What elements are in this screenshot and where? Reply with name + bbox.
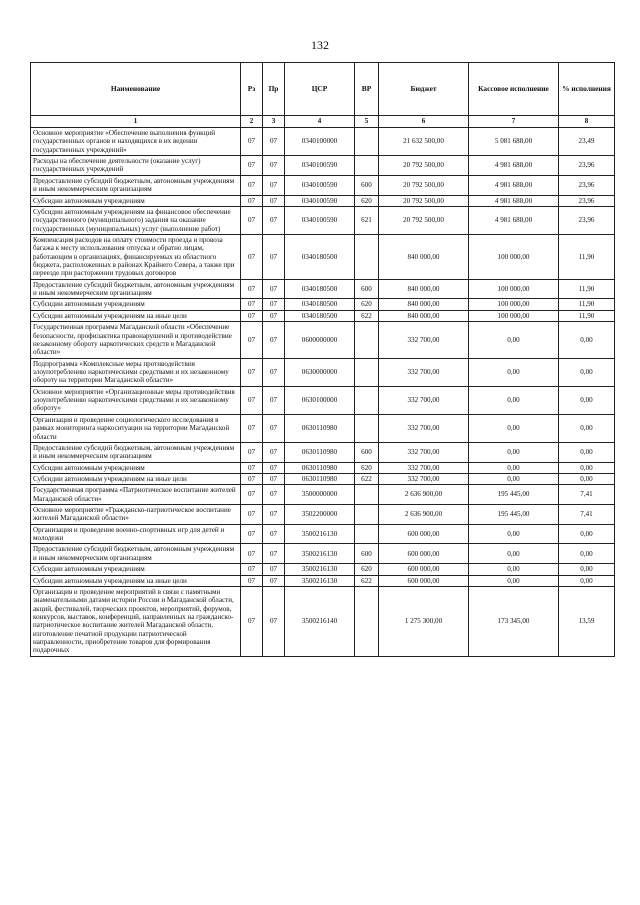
row-rz: 07 [241,544,263,564]
row-cash: 100 000,00 [469,279,559,299]
col-number: 4 [285,116,355,128]
row-name: Субсидии автономным учреждениям [31,564,241,575]
row-pr: 07 [263,564,285,575]
row-budget: 600 000,00 [379,524,469,544]
row-name: Субсидии автономным учреждениям на иные цели [31,473,241,484]
table-row [31,473,615,484]
row-cash: 195 445,00 [469,505,559,525]
row-name: Субсидии автономным учреждениям [31,462,241,473]
row-cash: 0,00 [469,462,559,473]
row-name: Субсидии автономным учреждениям [31,299,241,310]
col-header-rz: Рз [241,63,263,116]
row-cash: 0,00 [469,358,559,386]
row-csr: 0600000000 [285,322,355,358]
col-header-csr: ЦСР [285,63,355,116]
row-csr: 0340100590 [285,156,355,176]
row-rz: 07 [241,473,263,484]
row-cash: 173 345,00 [469,586,559,656]
col-number: 6 [379,116,469,128]
row-pr: 07 [263,206,285,234]
row-rz: 07 [241,505,263,525]
row-csr: 0630000000 [285,358,355,386]
budget-table [30,62,615,657]
table-row [31,310,615,321]
row-pct: 0,00 [559,473,615,484]
row-name: Предоставление субсидий бюджетным, автономным учреждениям и иным некоммерческим организациям [31,175,241,195]
row-pr: 07 [263,128,285,156]
row-vr: 600 [355,279,379,299]
row-pct: 23,49 [559,128,615,156]
table-row [31,206,615,234]
table-row [31,485,615,505]
row-budget: 332 700,00 [379,462,469,473]
row-budget: 332 700,00 [379,414,469,442]
row-rz: 07 [241,234,263,279]
row-name: Организация и проведение военно-спортивных игр для детей и молодежи [31,524,241,544]
row-pct: 11,90 [559,299,615,310]
row-vr: 620 [355,195,379,206]
row-budget: 332 700,00 [379,386,469,414]
table-row [31,544,615,564]
row-csr: 0630110980 [285,442,355,462]
row-name: Основное мероприятие «Гражданско-патриотическое воспитание жителей Магаданской области» [31,505,241,525]
row-cash: 195 445,00 [469,485,559,505]
row-vr: 620 [355,564,379,575]
row-pct: 23,96 [559,206,615,234]
row-budget: 2 636 900,00 [379,485,469,505]
row-pr: 07 [263,414,285,442]
table-row [31,322,615,358]
table-row [31,524,615,544]
row-pr: 07 [263,175,285,195]
row-rz: 07 [241,462,263,473]
row-csr: 3500216130 [285,575,355,586]
row-pr: 07 [263,575,285,586]
row-pr: 07 [263,505,285,525]
row-vr [355,386,379,414]
row-name: Государственная программа «Патриотическое воспитание жителей Магаданской области» [31,485,241,505]
row-pr: 07 [263,462,285,473]
row-rz: 07 [241,586,263,656]
row-budget: 600 000,00 [379,544,469,564]
row-budget: 20 792 500,00 [379,175,469,195]
row-cash: 0,00 [469,564,559,575]
row-vr [355,156,379,176]
table-row [31,414,615,442]
row-cash: 0,00 [469,544,559,564]
row-vr [355,414,379,442]
row-pct: 7,41 [559,505,615,525]
row-csr: 0340180500 [285,299,355,310]
row-rz: 07 [241,564,263,575]
row-cash: 100 000,00 [469,310,559,321]
row-csr: 3500000000 [285,485,355,505]
col-header-cash: Кассовое исполнение [469,63,559,116]
row-csr: 3500216130 [285,564,355,575]
row-csr: 0340180500 [285,234,355,279]
row-cash: 100 000,00 [469,299,559,310]
row-vr [355,524,379,544]
row-csr: 3502200000 [285,505,355,525]
row-pct: 0,00 [559,322,615,358]
column-number-row [31,116,615,128]
col-number: 7 [469,116,559,128]
col-header-pct: % исполнения [559,63,615,116]
row-name: Субсидии автономным учреждениям на иные цели [31,310,241,321]
row-pct: 0,00 [559,414,615,442]
row-rz: 07 [241,195,263,206]
row-pr: 07 [263,586,285,656]
row-vr: 622 [355,310,379,321]
row-rz: 07 [241,524,263,544]
row-pct: 11,90 [559,279,615,299]
row-csr: 0630110980 [285,462,355,473]
row-budget: 840 000,00 [379,310,469,321]
row-pct: 23,96 [559,175,615,195]
row-vr: 620 [355,462,379,473]
row-rz: 07 [241,386,263,414]
row-cash: 0,00 [469,414,559,442]
row-pr: 07 [263,544,285,564]
row-rz: 07 [241,485,263,505]
row-csr: 0340100000 [285,128,355,156]
row-rz: 07 [241,442,263,462]
row-csr: 0340100590 [285,175,355,195]
row-cash: 4 981 688,00 [469,206,559,234]
row-name: Организация и проведение мероприятий в связи с памятными знаменательными датами истории России и Магаданской области, акций, фестивалей, творческих проектов, мероприятий, форумов, конкурсов, выставок, конференций, направленных на гражданско-патриотическое воспитание жителей Магаданской области, изготовление печатной продукции патриотической направленности, приобретение товаров для формирования подарочных [31,586,241,656]
row-budget: 1 275 300,00 [379,586,469,656]
table-row [31,575,615,586]
row-pct: 13,59 [559,586,615,656]
table-row [31,358,615,386]
row-vr [355,358,379,386]
row-csr: 0340100590 [285,206,355,234]
row-csr: 0340180500 [285,310,355,321]
row-budget: 332 700,00 [379,473,469,484]
row-rz: 07 [241,358,263,386]
row-vr [355,485,379,505]
row-name: Организация и проведение социологического исследования в рамках мониторинга наркоситуации на территории Магаданской области [31,414,241,442]
table-row [31,234,615,279]
row-pct: 7,41 [559,485,615,505]
row-vr: 600 [355,544,379,564]
row-pct: 23,96 [559,156,615,176]
row-budget: 20 792 500,00 [379,206,469,234]
row-csr: 3500216130 [285,524,355,544]
row-budget: 840 000,00 [379,234,469,279]
row-name: Предоставление субсидий бюджетным, автономным учреждениям и иным некоммерческим организациям [31,279,241,299]
row-csr: 0630110980 [285,414,355,442]
row-vr [355,586,379,656]
row-rz: 07 [241,414,263,442]
row-cash: 4 981 688,00 [469,156,559,176]
row-pr: 07 [263,442,285,462]
col-header-vr: ВР [355,63,379,116]
row-cash: 100 000,00 [469,234,559,279]
row-name: Субсидии автономным учреждениям на финансовое обеспечение государственного (муниципального) задания на оказание государственных (муниципальных) услуг (выполнение работ) [31,206,241,234]
row-cash: 0,00 [469,386,559,414]
row-csr: 3500216140 [285,586,355,656]
row-pct: 0,00 [559,358,615,386]
row-vr [355,505,379,525]
table-row [31,279,615,299]
table-row [31,386,615,414]
row-cash: 0,00 [469,473,559,484]
row-name: Субсидии автономным учреждениям на иные цели [31,575,241,586]
table-body [31,128,615,657]
table-row [31,156,615,176]
row-rz: 07 [241,156,263,176]
table-row [31,195,615,206]
row-pct: 11,90 [559,310,615,321]
row-rz: 07 [241,175,263,195]
table-row [31,586,615,656]
row-vr: 600 [355,175,379,195]
row-csr: 0630100000 [285,386,355,414]
col-number: 8 [559,116,615,128]
row-budget: 21 632 500,00 [379,128,469,156]
row-pr: 07 [263,322,285,358]
row-vr: 620 [355,299,379,310]
row-cash: 0,00 [469,442,559,462]
col-number: 2 [241,116,263,128]
row-cash: 5 081 688,00 [469,128,559,156]
col-header-budget: Бюджет [379,63,469,116]
row-vr: 622 [355,473,379,484]
row-budget: 20 792 500,00 [379,195,469,206]
row-cash: 4 981 688,00 [469,175,559,195]
row-rz: 07 [241,128,263,156]
column-header-row [31,63,615,116]
row-rz: 07 [241,206,263,234]
row-pct: 0,00 [559,462,615,473]
row-csr: 0340100590 [285,195,355,206]
row-name: Государственная программа Магаданской области «Обеспечение безопасности, профилактика правонарушений и противодействие незаконному обороту наркотических средств в Магаданской области» [31,322,241,358]
row-rz: 07 [241,575,263,586]
col-number: 1 [31,116,241,128]
row-vr: 622 [355,575,379,586]
row-name: Расходы на обеспечение деятельности (оказание услуг) государственных учреждений [31,156,241,176]
row-vr [355,234,379,279]
table-row [31,442,615,462]
row-pct: 0,00 [559,386,615,414]
table-row [31,299,615,310]
row-name: Предоставление субсидий бюджетным, автономным учреждениям и иным некоммерческим организациям [31,442,241,462]
table-row [31,564,615,575]
page-number: 132 [311,38,329,52]
row-csr: 0340180500 [285,279,355,299]
row-pct: 0,00 [559,524,615,544]
row-vr [355,128,379,156]
row-budget: 332 700,00 [379,322,469,358]
table-row [31,128,615,156]
col-number: 5 [355,116,379,128]
row-pct: 0,00 [559,544,615,564]
row-pr: 07 [263,234,285,279]
row-cash: 4 981 688,00 [469,195,559,206]
row-pct: 11,90 [559,234,615,279]
row-pct: 23,96 [559,195,615,206]
row-vr: 600 [355,442,379,462]
row-cash: 0,00 [469,575,559,586]
row-rz: 07 [241,322,263,358]
col-header-pr: Пр [263,63,285,116]
row-pr: 07 [263,524,285,544]
col-header-name: Наименование [31,63,241,116]
table-row [31,462,615,473]
row-pr: 07 [263,386,285,414]
row-pr: 07 [263,473,285,484]
row-csr: 3500216130 [285,544,355,564]
row-vr [355,322,379,358]
row-rz: 07 [241,299,263,310]
row-budget: 840 000,00 [379,279,469,299]
row-cash: 0,00 [469,322,559,358]
row-pct: 0,00 [559,575,615,586]
row-pr: 07 [263,156,285,176]
row-name: Основное мероприятие «Обеспечение выполнения функций государственных органов и находящихся в их ведении государственных учреждений» [31,128,241,156]
row-pct: 0,00 [559,442,615,462]
row-budget: 840 000,00 [379,299,469,310]
row-cash: 0,00 [469,524,559,544]
row-budget: 332 700,00 [379,442,469,462]
row-name: Компенсация расходов на оплату стоимости проезда и провоза багажа к месту использования отпуска и обратно лицам, работающим в организациях, финансируемых из областного бюджета, расположенных в районах Крайнего Севера, а также при переезде при расторжении трудовых договоров [31,234,241,279]
row-name: Субсидии автономным учреждениям [31,195,241,206]
row-rz: 07 [241,310,263,321]
table-row [31,505,615,525]
row-vr: 621 [355,206,379,234]
row-budget: 2 636 900,00 [379,505,469,525]
row-name: Предоставление субсидий бюджетным, автономным учреждениям и иным некоммерческим организациям [31,544,241,564]
row-budget: 20 792 500,00 [379,156,469,176]
row-pr: 07 [263,310,285,321]
table-row [31,175,615,195]
row-rz: 07 [241,279,263,299]
row-pr: 07 [263,299,285,310]
row-budget: 600 000,00 [379,575,469,586]
row-pr: 07 [263,358,285,386]
row-pr: 07 [263,195,285,206]
row-name: Подпрограмма «Комплексные меры противодействия злоупотреблению наркотическими средствами и их незаконному обороту на территории Магаданской области» [31,358,241,386]
col-number: 3 [263,116,285,128]
row-budget: 600 000,00 [379,564,469,575]
row-name: Основное мероприятие «Организационные меры противодействия злоупотреблению наркотическими средствами и их незаконному обороту» [31,386,241,414]
row-pr: 07 [263,485,285,505]
row-csr: 0630110980 [285,473,355,484]
row-pr: 07 [263,279,285,299]
row-budget: 332 700,00 [379,358,469,386]
row-pct: 0,00 [559,564,615,575]
